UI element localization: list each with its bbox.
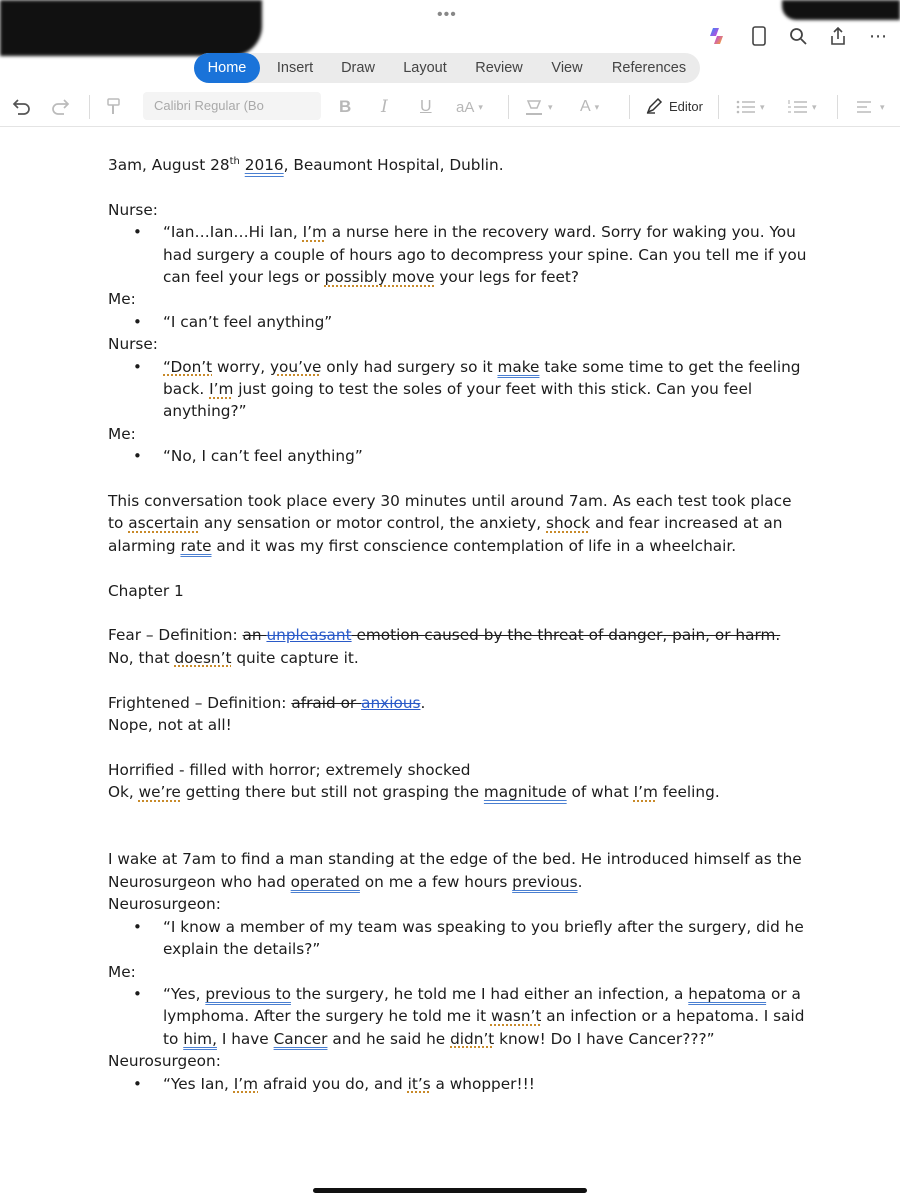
ribbon-tab-bar [194,53,700,83]
dialogue-line: • “Yes, previous to the surgery, he told me I had either an infection, a hepatoma or a lymphoma. After the surgery he told me it wasn’t an infection or a hepatoma. I said to him, I have Cancer and he said he didn’t know! Do I have Cancer???” [108,983,808,1050]
tab-review[interactable]: Review [475,60,523,76]
home-indicator[interactable] [313,1188,587,1193]
dialogue-line: • “I know a member of my team was speaking to you briefly after the surgery, did he explain the details?” [108,916,808,961]
underline-icon[interactable]: U [420,98,432,115]
document-body[interactable] [108,154,808,1095]
chapter-title: Chapter 1 [108,581,184,600]
tab-home[interactable]: Home [194,53,260,83]
more-icon[interactable]: ⋯ [869,25,887,46]
font-name-field[interactable]: Calibri Regular (Bo [143,92,321,120]
tab-layout[interactable]: Layout [403,60,447,76]
italic-icon[interactable]: I [381,97,388,117]
dialogue-line: • “No, I can’t feel anything” [108,445,808,467]
speaker-label: Nurse: [108,200,158,219]
copilot-icon[interactable] [706,24,730,48]
bold-icon[interactable]: B [339,97,352,116]
search-icon[interactable] [786,24,810,48]
redaction-mark-right [782,0,900,20]
tab-draw[interactable]: Draw [341,60,375,76]
tab-view[interactable]: View [551,60,583,76]
definition-comment: No, that doesn’t quite capture it. [108,648,359,667]
definition-comment: Nope, not at all! [108,716,232,735]
font-color-icon[interactable]: A ▾ [580,98,600,115]
definition-comment: Ok, we’re getting there but still not grasping the magnitude of what I’m feeling. [108,783,720,802]
highlight-icon[interactable]: ▾ [524,96,553,118]
dialogue-line: • “Don’t worry, you’ve only had surgery so it make take some time to get the feeling back. I’m just going to test the soles of your feet with this stick. Can you feel anything?” [108,356,808,423]
divider [629,95,630,119]
editor-button[interactable] [645,95,703,117]
scene-heading: 3am, August 28th 2016, Beaumont Hospital, Dublin. [108,155,504,174]
narrative-paragraph: I wake at 7am to find a man standing at the edge of the bed. He introduced himself as the Neurosurgeon who had operated on me a few hours previous. [108,850,802,891]
bullet-list-icon[interactable]: ▾ [736,96,765,118]
format-painter-icon[interactable] [106,96,122,118]
speaker-label: Me: [108,424,136,443]
pen-icon [645,97,663,115]
tab-insert[interactable]: Insert [276,60,314,76]
speaker-label: Me: [108,290,136,309]
redo-icon[interactable] [51,96,71,118]
divider [718,95,719,119]
editor-label: Editor [669,98,703,114]
ribbon-toolbar [0,88,900,127]
speaker-label: Neurosurgeon: [108,895,221,914]
font-size-icon[interactable]: aA ▾ [456,98,483,116]
narrative-paragraph: This conversation took place every 30 minutes until around 7am. As each test took place to ascertain any sensation or motor control, the anxiety, shock and fear increased at an alarming rate and it was my first conscience contemplation of life in a wheelchair. [108,492,792,555]
divider [89,95,90,119]
paragraph-style-icon[interactable]: ▾ [856,96,885,118]
divider [837,95,838,119]
tab-references[interactable]: References [611,60,687,76]
dialogue-line: • “I can’t feel anything” [108,311,808,333]
redaction-mark [0,0,262,56]
device-icon[interactable] [747,24,771,48]
divider [508,95,509,119]
numbered-list-icon[interactable]: ▾ [788,96,817,118]
definition-fear: Fear – Definition: an unpleasant emotion caused by the threat of danger, pain, or harm. [108,626,781,645]
share-icon[interactable] [826,24,850,48]
speaker-label: Nurse: [108,335,158,354]
more-options-icon[interactable]: ••• [437,6,457,23]
dialogue-line: • “Ian…Ian…Hi Ian, I’m a nurse here in the recovery ward. Sorry for waking you. You had surgery a couple of hours ago to decompress your spine. Can you tell me if you can feel your legs or possibly move your legs for feet? [108,221,808,288]
definition-horrified: Horrified - filled with horror; extremely shocked [108,760,471,779]
definition-frightened: Frightened – Definition: afraid or anxious. [108,693,426,712]
speaker-label: Me: [108,962,136,981]
dialogue-line: • “Yes Ian, I’m afraid you do, and it’s a whopper!!! [108,1073,808,1095]
speaker-label: Neurosurgeon: [108,1052,221,1071]
undo-icon[interactable] [11,96,31,118]
